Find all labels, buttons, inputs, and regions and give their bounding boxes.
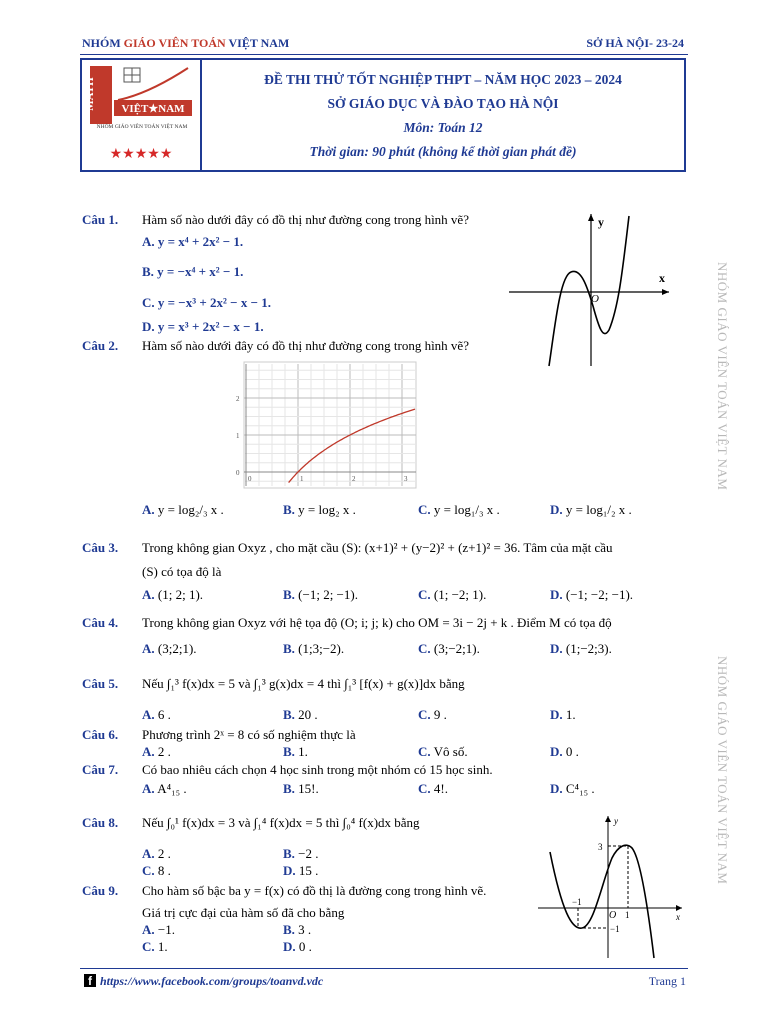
question-8-text: Nếu ∫₀¹ f(x)dx = 3 và ∫₁⁴ f(x)dx = 5 thì ∫₀⁴ f(x)dx bằng — [142, 815, 420, 830]
q4-option-a: A. (3;2;1). — [142, 641, 197, 656]
exam-title: ĐỀ THI THỬ TỐT NGHIỆP THPT – NĂM HỌC 2023 – 2024 — [264, 72, 622, 87]
q1-x-label: x — [659, 271, 665, 285]
question-6-text: Phương trình 2ˣ = 8 có số nghiệm thực là — [142, 727, 356, 742]
side-watermark-2: NHÓM GIÁO VIÊN TOÁN VIỆT NAM — [715, 656, 730, 885]
q7-option-b: B. 15!. — [283, 781, 319, 796]
rating-stars: ★★★★★ — [109, 147, 173, 162]
q9-label-minus1-x: −1 — [572, 897, 582, 907]
q1-option-d: D. y = x³ + 2x² − x − 1. — [142, 319, 264, 334]
question-7-text: Có bao nhiêu cách chọn 4 học sinh trong một nhóm có 15 học sinh. — [142, 762, 493, 777]
q3-option-c: C. (1; −2; 1). — [418, 587, 487, 602]
header-text-1: NHÓM — [82, 36, 124, 50]
q8-option-c: C. 8 . — [142, 863, 171, 878]
q1-y-label: y — [598, 215, 604, 229]
q4-option-b: B. (1;3;−2). — [283, 641, 345, 656]
q1-origin: O — [591, 293, 599, 305]
q5-option-b: B. 20 . — [283, 707, 318, 722]
logo-brand: VIỆT★NAM — [121, 103, 185, 115]
question-6-label: Câu 6. — [82, 727, 119, 742]
q2-tick-x: 1 — [300, 475, 304, 483]
header-text-2: GIÁO VIÊN — [123, 36, 192, 50]
q2-plot-frame — [244, 362, 416, 488]
q9-option-d: D. 0 . — [283, 939, 312, 954]
header-text-3: TOÁN — [191, 36, 229, 50]
q2-option-d: D. y = log₁/₂ x . — [550, 502, 632, 517]
q1-option-b: B. y = −x⁴ + x² − 1. — [142, 264, 244, 279]
question-5-label: Câu 5. — [82, 676, 119, 691]
exam-org: SỞ GIÁO DỤC VÀ ĐÀO TẠO HÀ NỘI — [327, 96, 559, 111]
facebook-icon: f — [84, 974, 96, 987]
question-3-text-2: (S) có tọa độ là — [142, 564, 222, 579]
q7-option-a: A. A⁴₁₅ . — [142, 781, 187, 796]
q2-tick-x: 2 — [352, 475, 356, 483]
question-2-label: Câu 2. — [82, 338, 119, 353]
question-8-label: Câu 8. — [82, 815, 119, 830]
q9-label-3: 3 — [598, 842, 603, 852]
q9-y-label: y — [614, 816, 618, 826]
q8-option-a: A. 2 . — [142, 846, 171, 861]
q4-option-c: C. (3;−2;1). — [418, 641, 480, 656]
math-logo — [84, 64, 194, 136]
q9-option-b: B. 3 . — [283, 922, 312, 937]
q6-option-b: B. 1. — [283, 744, 308, 759]
question-3-text: Trong không gian Oxyz , cho mặt cầu (S): (x+1)² + (y−2)² + (z+1)² = 36. Tâm của mặt cầu — [142, 540, 613, 555]
q3-option-a: A. (1; 2; 1). — [142, 587, 204, 602]
question-4-text: Trong không gian Oxyz với hệ tọa độ (O; i; j; k) cho OM = 3i − 2j + k . Điểm M có tọa độ — [142, 615, 612, 630]
exam-title-box — [80, 58, 686, 172]
q9-label-minus1-y: −1 — [610, 924, 620, 934]
question-1-text: Hàm số nào dưới đây có đồ thị như đường cong trong hình vẽ? — [142, 212, 469, 227]
q3-option-d: D. (−1; −2; −1). — [550, 587, 634, 602]
question-2-text: Hàm số nào dưới đây có đồ thị như đường cong trong hình vẽ? — [142, 338, 469, 353]
q5-option-c: C. 9 . — [418, 707, 447, 722]
page-number: Trang 1 — [648, 974, 686, 988]
question-7-label: Câu 7. — [82, 762, 119, 777]
header-group-name — [82, 36, 289, 51]
question-1-label: Câu 1. — [82, 212, 119, 227]
q6-option-a: A. 2 . — [142, 744, 171, 759]
q2-tick-y: 0 — [236, 469, 240, 477]
q2-tick-y: 2 — [236, 395, 240, 403]
side-watermark-1: NHÓM GIÁO VIÊN TOÁN VIỆT NAM — [715, 262, 730, 491]
question-9-label: Câu 9. — [82, 883, 119, 898]
q4-option-d: D. (1;−2;3). — [550, 641, 612, 656]
svg-text:MATH: MATH — [84, 77, 96, 111]
exam-subject: Môn: Toán 12 — [403, 120, 483, 135]
q1-option-a: A. y = x⁴ + 2x² − 1. — [142, 234, 244, 249]
q2-option-c: C. y = log₁/₃ x . — [418, 502, 500, 517]
header-text-4: VIỆT NAM — [228, 36, 290, 50]
logo-subtitle: NHÓM GIÁO VIÊN TOÁN VIỆT NAM — [96, 124, 188, 130]
question-9-text-2: Giá trị cực đại của hàm số đã cho bằng — [142, 905, 345, 920]
header-divider — [80, 54, 688, 55]
q2-graph — [230, 360, 416, 490]
q2-option-b: B. y = log₂ x . — [283, 502, 356, 517]
q9-origin: O — [609, 910, 617, 921]
q8-q9-graph — [536, 812, 686, 960]
q9-option-c: C. 1. — [142, 939, 168, 954]
facebook-group-link[interactable]: https://www.facebook.com/groups/toanvd.vdc — [100, 974, 324, 988]
question-9-text: Cho hàm số bậc ba y = f(x) có đồ thị là đường cong trong hình vẽ. — [142, 883, 487, 898]
q5-option-a: A. 6 . — [142, 707, 171, 722]
q7-option-d: D. C⁴₁₅ . — [550, 781, 595, 796]
q8-option-b: B. −2 . — [283, 846, 319, 861]
question-3-label: Câu 3. — [82, 540, 119, 555]
q5-option-d: D. 1. — [550, 707, 576, 722]
q8-option-d: D. 15 . — [283, 863, 319, 878]
q6-option-d: D. 0 . — [550, 744, 579, 759]
header-exam-code: SỞ HÀ NỘI- 23-24 — [586, 36, 684, 50]
q9-x-label: x — [676, 912, 680, 922]
exam-titles — [202, 68, 684, 164]
q7-option-c: C. 4!. — [418, 781, 448, 796]
q2-option-a: A. y = log₂/₃ x . — [142, 502, 224, 517]
q2-tick-y: 1 — [236, 432, 240, 440]
q3-option-b: B. (−1; 2; −1). — [283, 587, 358, 602]
q1-option-c: C. y = −x³ + 2x² − x − 1. — [142, 295, 271, 310]
q9-label-1: 1 — [625, 910, 630, 920]
q9-option-a: A. −1. — [142, 922, 175, 937]
question-5-text: Nếu ∫₁³ f(x)dx = 5 và ∫₁³ g(x)dx = 4 thì ∫₁³ [f(x) + g(x)]dx bằng — [142, 676, 465, 691]
q6-option-c: C. Vô số. — [418, 744, 468, 759]
exam-time: Thời gian: 90 phút (không kể thời gian phát đề) — [309, 144, 577, 159]
footer-divider — [80, 968, 688, 969]
q1-graph — [505, 206, 675, 372]
q2-tick-x: 0 — [248, 475, 252, 483]
question-4-label: Câu 4. — [82, 615, 119, 630]
q2-tick-x: 3 — [404, 475, 408, 483]
